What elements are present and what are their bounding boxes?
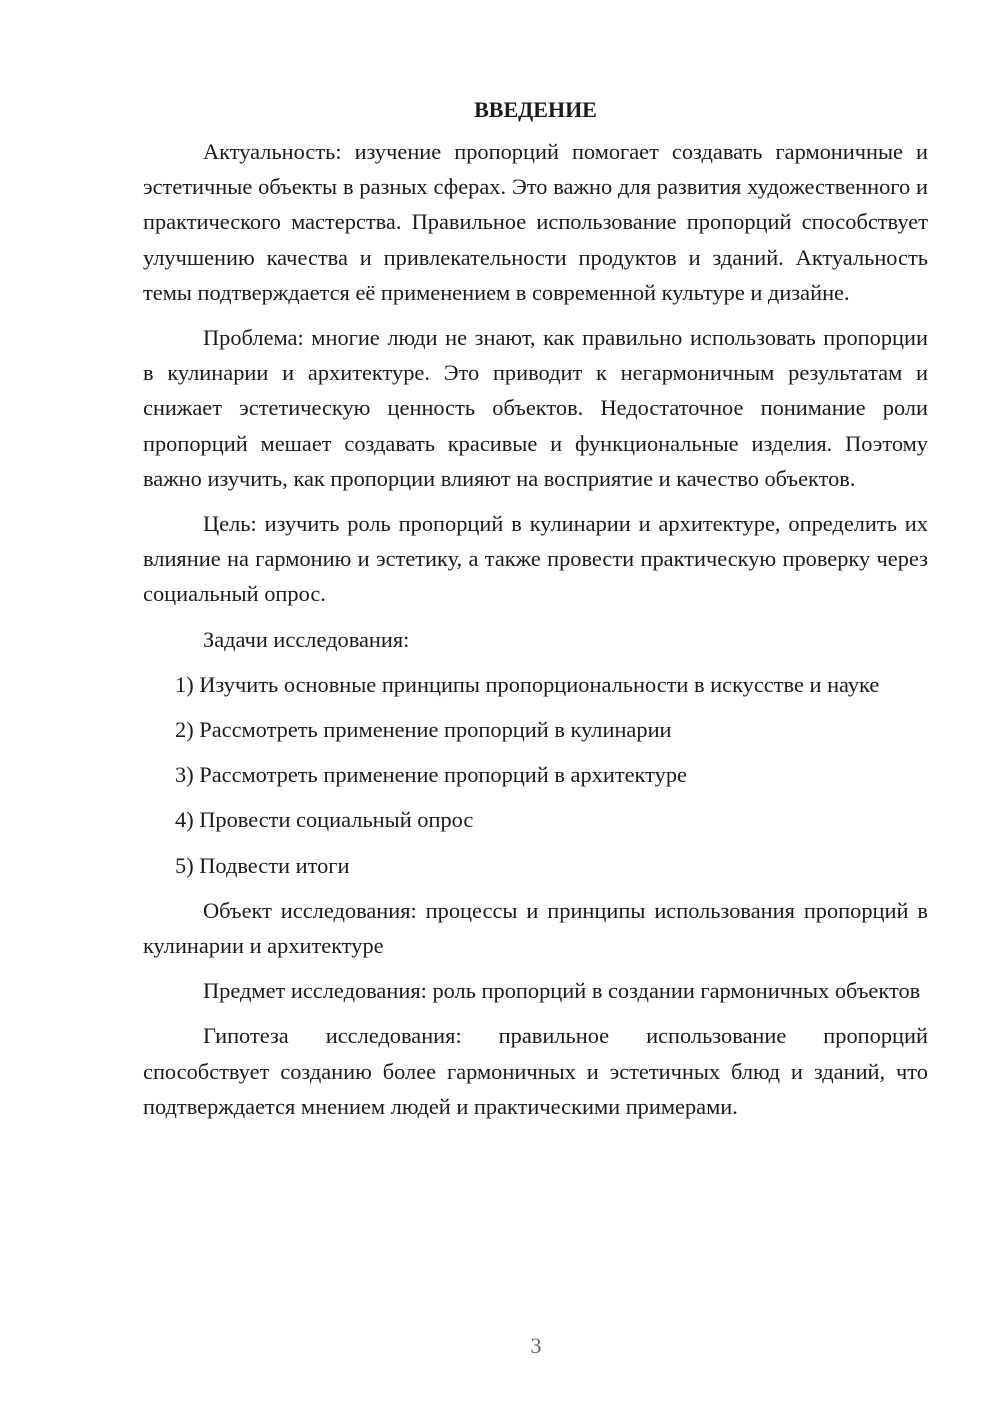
task-item-3: 3) Рассмотреть применение пропорций в архитектуре <box>175 762 687 788</box>
paragraph-goal: Цель: изучить роль пропорций в кулинарии и архитектуре, определить их влияние на гармонию и эстетику, а также провести практическую проверку через социальный опрос. <box>143 511 928 607</box>
paragraph-hypothesis: Гипотеза исследования: правильное использование пропорций способствует созданию более гармоничных и эстетичных блюд и зданий, что подтверждается мнением людей и практическими примерами. <box>143 1023 928 1119</box>
paragraph-relevance: Актуальность: изучение пропорций помогает создавать гармоничные и эстетичные объекты в разных сферах. Это важно для развития художественного и практического мастерства. Правильное использование пропорций способствует улучшению качества и привлекательности продуктов и зданий. Актуальность темы подтверждается её применением в современной культуре и дизайне. <box>143 139 928 305</box>
paragraph-subject: Предмет исследования: роль пропорций в создании гармоничных объектов <box>203 978 921 1004</box>
task-item-5: 5) Подвести итоги <box>175 852 350 878</box>
paragraph-object: Объект исследования: процессы и принципы использования пропорций в кулинарии и архитектуре <box>143 897 928 959</box>
paragraph-problem: Проблема: многие люди не знают, как правильно использовать пропорции в кулинарии и архитектуре. Это приводит к негармоничным результатам и снижает эстетическую ценность объектов. Недостаточное понимание роли пропорций мешает создавать красивые и функциональные изделия. Поэтому важно изучить, как пропорции влияют на восприятие и качество объектов. <box>143 325 928 491</box>
task-item-1: 1) Изучить основные принципы пропорциональности в искусстве и науке <box>175 671 880 697</box>
page-number: 3 <box>530 1333 542 1358</box>
task-item-4: 4) Провести социальный опрос <box>175 807 474 833</box>
document-page <box>143 92 928 1134</box>
paragraph-tasks-heading: Задачи исследования: <box>203 626 410 652</box>
task-item-2: 2) Рассмотреть применение пропорций в кулинарии <box>175 717 672 743</box>
page-title: ВВЕДЕНИЕ <box>474 97 597 122</box>
